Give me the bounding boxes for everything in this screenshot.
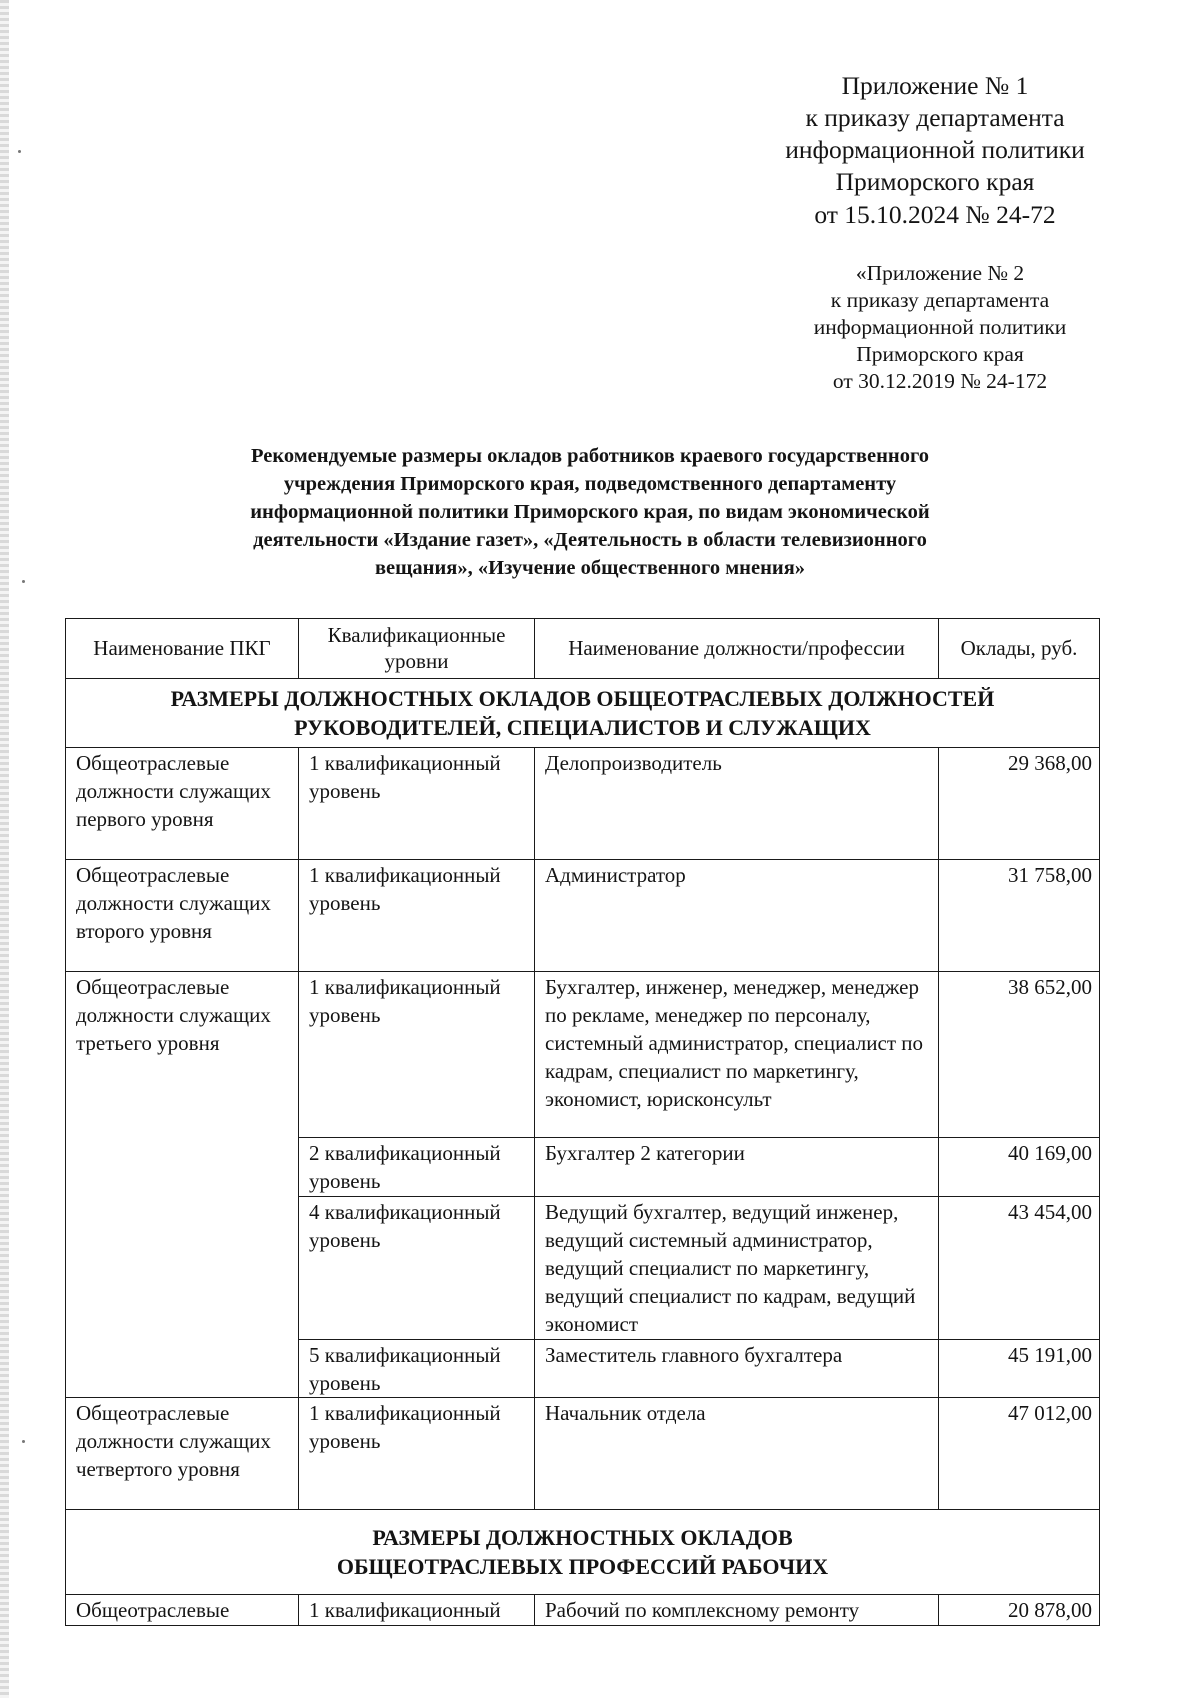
salary-cell: 47 012,00: [939, 1398, 1100, 1510]
section-heading-2: [66, 1510, 1100, 1594]
title-line: вещания», «Изучение общественного мнения»: [374, 556, 806, 579]
salary-cell: 29 368,00: [939, 748, 1100, 860]
appendix-1-line: к приказу департамента: [805, 103, 1065, 133]
table-row: [66, 860, 1100, 972]
salary-cell: 40 169,00: [939, 1138, 1100, 1197]
pkg-cell: Общеотраслевые должности служащих третьего уровня: [66, 972, 299, 1398]
level-cell: 1 квалификационный уровень: [299, 860, 535, 972]
position-cell: Заместитель главного бухгалтера: [535, 1339, 939, 1398]
appendix-2-line: информационной политики: [813, 315, 1067, 340]
appendix-1-line: Приложение № 1: [841, 71, 1029, 100]
header-salary: Оклады, руб.: [939, 619, 1100, 679]
appendix-1-line: от 15.10.2024 № 24-72: [814, 199, 1056, 229]
salary-cell: 38 652,00: [939, 972, 1100, 1138]
title-line: Рекомендуемые размеры окладов работников краевого государственного: [250, 445, 930, 467]
table-row: [66, 1398, 1100, 1510]
salary-table: [65, 618, 1100, 1626]
salary-cell: 45 191,00: [939, 1339, 1100, 1398]
level-cell: 5 квалификационный уровень: [299, 1339, 535, 1398]
section-row: [66, 679, 1100, 748]
header-levels: Квалификационные уровни: [299, 619, 535, 679]
salary-cell: 20 878,00: [939, 1594, 1100, 1625]
salary-cell: 43 454,00: [939, 1197, 1100, 1340]
level-cell: 2 квалификационный уровень: [299, 1138, 535, 1197]
level-cell: 1 квалификационный: [299, 1594, 535, 1625]
title-line: учреждения Приморского края, подведомственного департаменту: [283, 472, 897, 495]
section-heading-line: РАЗМЕРЫ ДОЛЖНОСТНЫХ ОКЛАДОВ: [372, 1525, 793, 1551]
scan-speck: [22, 580, 25, 583]
title-line: информационной политики Приморского края, по видам экономической: [250, 500, 930, 523]
scan-speck: [18, 150, 21, 153]
section-heading-1: [66, 679, 1100, 748]
section-heading-line: РАЗМЕРЫ ДОЛЖНОСТНЫХ ОКЛАДОВ ОБЩЕОТРАСЛЕВЫХ ДОЛЖНОСТЕЙ: [170, 686, 995, 711]
pkg-cell: Общеотраслевые должности служащих второго уровня: [66, 860, 299, 972]
section-row: [66, 1510, 1100, 1594]
table-row: [66, 748, 1100, 860]
pkg-cell: Общеотраслевые: [66, 1594, 299, 1625]
level-cell: 1 квалификационный уровень: [299, 972, 535, 1138]
position-cell: Делопроизводитель: [535, 748, 939, 860]
title-line: деятельности «Издание газет», «Деятельность в области телевизионного: [253, 528, 927, 551]
appendix-2-line: Приморского края: [856, 342, 1024, 367]
position-cell: Ведущий бухгалтер, ведущий инженер, ведущий системный администратор, ведущий специалист по маркетингу, ведущий специалист по кадрам, ведущий экономист: [535, 1197, 939, 1340]
appendix-2-line: «Приложение № 2: [855, 261, 1025, 285]
level-cell: 1 квалификационный уровень: [299, 1398, 535, 1510]
table-header-row: [66, 619, 1100, 679]
level-cell: 1 квалификационный уровень: [299, 748, 535, 860]
pkg-cell: Общеотраслевые должности служащих четвертого уровня: [66, 1398, 299, 1510]
scan-speck: [22, 1440, 25, 1443]
section-heading-line: РУКОВОДИТЕЛЕЙ, СПЕЦИАЛИСТОВ И СЛУЖАЩИХ: [294, 714, 871, 740]
salary-cell: 31 758,00: [939, 860, 1100, 972]
scan-edge: [0, 0, 9, 1698]
header-position: Наименование должности/профессии: [535, 619, 939, 679]
document-title: [150, 443, 1030, 582]
section-heading-line: ОБЩЕОТРАСЛЕВЫХ ПРОФЕССИЙ РАБОЧИХ: [336, 1554, 829, 1580]
table-row: [66, 972, 1100, 1138]
position-cell: Бухгалтер, инженер, менеджер, менеджер по рекламе, менеджер по персоналу, системный администратор, специалист по кадрам, специалист по маркетингу, экономист, юрисконсульт: [535, 972, 939, 1138]
appendix-2-line: к приказу департамента: [830, 288, 1050, 313]
table-row: [66, 1594, 1100, 1625]
position-cell: Начальник отдела: [535, 1398, 939, 1510]
position-cell: Администратор: [535, 860, 939, 972]
appendix-1-caption: [745, 70, 1125, 231]
position-cell: Рабочий по комплексному ремонту: [535, 1594, 939, 1625]
appendix-2-line: от 30.12.2019 № 24-172: [832, 369, 1048, 394]
pkg-cell: Общеотраслевые должности служащих первого уровня: [66, 748, 299, 860]
appendix-1-line: информационной политики: [785, 135, 1085, 165]
position-cell: Бухгалтер 2 категории: [535, 1138, 939, 1197]
level-cell: 4 квалификационный уровень: [299, 1197, 535, 1340]
header-pkg: Наименование ПКГ: [66, 619, 299, 679]
appendix-1-line: Приморского края: [835, 167, 1035, 197]
appendix-2-caption: [760, 260, 1120, 395]
